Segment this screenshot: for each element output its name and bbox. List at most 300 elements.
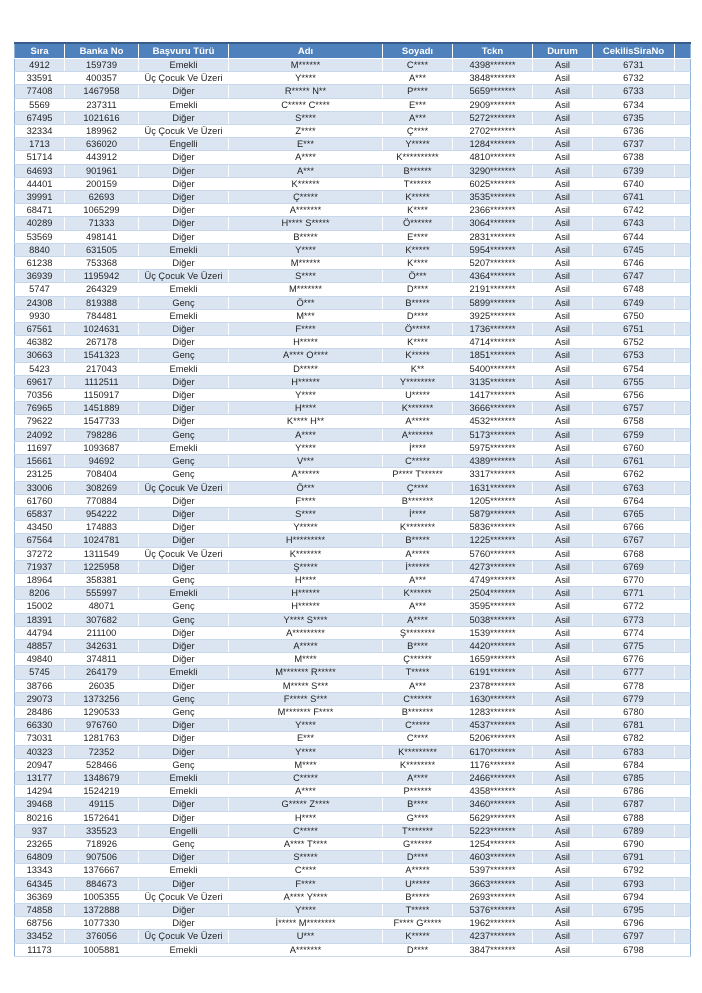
cell-sira: 30663 [15, 349, 65, 362]
cell-banka-no: 498141 [65, 230, 139, 243]
row-end-spacer [675, 547, 691, 560]
cell-adi: F**** [229, 877, 383, 890]
cell-banka-no: 753368 [65, 257, 139, 270]
cell-durum: Asil [533, 890, 593, 903]
cell-durum: Asil [533, 191, 593, 204]
row-end-spacer [675, 125, 691, 138]
cell-durum: Asil [533, 389, 593, 402]
table-row [15, 375, 691, 388]
cell-basvuru-turu: Diğer [139, 230, 229, 243]
cell-durum: Asil [533, 653, 593, 666]
cell-banka-no: 94692 [65, 455, 139, 468]
cell-tckn: 4389******* [453, 455, 533, 468]
cell-adi: F**** [229, 494, 383, 507]
cell-cekilis-sira-no: 6771 [593, 587, 675, 600]
cell-adi: Y***** [229, 521, 383, 534]
cell-soyadi: D**** [383, 851, 453, 864]
cell-durum: Asil [533, 613, 593, 626]
table-row [15, 309, 691, 322]
cell-tckn: 1962******* [453, 917, 533, 930]
cell-banka-no: 1112511 [65, 375, 139, 388]
cell-tckn: 2693******* [453, 890, 533, 903]
cell-basvuru-turu: Emekli [139, 59, 229, 72]
cell-adi: F***** S*** [229, 692, 383, 705]
cell-durum: Asil [533, 204, 593, 217]
row-end-spacer [675, 98, 691, 111]
table-row [15, 930, 691, 943]
table-row [15, 243, 691, 256]
cell-basvuru-turu: Diğer [139, 389, 229, 402]
cell-tckn: 2909******* [453, 98, 533, 111]
cell-adi: K**** H** [229, 415, 383, 428]
table-row [15, 811, 691, 824]
cell-tckn: 1417******* [453, 389, 533, 402]
cell-soyadi: C***** [383, 719, 453, 732]
cell-cekilis-sira-no: 6745 [593, 243, 675, 256]
table-row [15, 481, 691, 494]
cell-basvuru-turu: Diğer [139, 204, 229, 217]
cell-cekilis-sira-no: 6772 [593, 600, 675, 613]
cell-cekilis-sira-no: 6769 [593, 560, 675, 573]
cell-adi: Z**** [229, 125, 383, 138]
cell-basvuru-turu: Diğer [139, 164, 229, 177]
cell-banka-no: 1572641 [65, 811, 139, 824]
cell-adi: C***** C**** [229, 98, 383, 111]
cell-tckn: 4273******* [453, 560, 533, 573]
cell-tckn: 4749******* [453, 573, 533, 586]
cell-tckn: 4810******* [453, 151, 533, 164]
cell-soyadi: A***** [383, 415, 453, 428]
cell-adi: E*** [229, 138, 383, 151]
cell-durum: Asil [533, 600, 593, 613]
cell-durum: Asil [533, 138, 593, 151]
cell-cekilis-sira-no: 6785 [593, 771, 675, 784]
row-end-spacer [675, 151, 691, 164]
cell-banka-no: 1024631 [65, 323, 139, 336]
cell-adi: D***** [229, 362, 383, 375]
cell-durum: Asil [533, 904, 593, 917]
table-row [15, 177, 691, 190]
cell-sira: 51714 [15, 151, 65, 164]
row-end-spacer [675, 639, 691, 652]
cell-basvuru-turu: Üç Çocuk Ve Üzeri [139, 890, 229, 903]
table-row [15, 507, 691, 520]
column-header-soyadi: Soyadı [383, 43, 453, 59]
cell-basvuru-turu: Diğer [139, 877, 229, 890]
cell-sira: 13177 [15, 771, 65, 784]
table-row [15, 824, 691, 837]
cell-sira: 68471 [15, 204, 65, 217]
cell-banka-no: 72352 [65, 745, 139, 758]
table-row [15, 547, 691, 560]
cell-adi: A**** Y**** [229, 890, 383, 903]
cell-cekilis-sira-no: 6776 [593, 653, 675, 666]
cell-basvuru-turu: Üç Çocuk Ve Üzeri [139, 481, 229, 494]
cell-cekilis-sira-no: 6786 [593, 785, 675, 798]
cell-cekilis-sira-no: 6782 [593, 732, 675, 745]
table-body [15, 59, 691, 957]
row-end-spacer [675, 375, 691, 388]
cell-tckn: 2702******* [453, 125, 533, 138]
cell-durum: Asil [533, 547, 593, 560]
cell-basvuru-turu: Diğer [139, 719, 229, 732]
row-end-spacer [675, 798, 691, 811]
table-row [15, 257, 691, 270]
cell-banka-no: 335523 [65, 824, 139, 837]
table-row [15, 138, 691, 151]
cell-durum: Asil [533, 719, 593, 732]
cell-adi: A******* [229, 204, 383, 217]
table-row [15, 362, 691, 375]
cell-banka-no: 884673 [65, 877, 139, 890]
table-row [15, 204, 691, 217]
cell-banka-no: 1541323 [65, 349, 139, 362]
cell-soyadi: Y***** [383, 138, 453, 151]
cell-tckn: 1284******* [453, 138, 533, 151]
table-row [15, 653, 691, 666]
row-end-spacer [675, 72, 691, 85]
cell-soyadi: K**** [383, 336, 453, 349]
table-row [15, 336, 691, 349]
cell-banka-no: 1451889 [65, 402, 139, 415]
table-row [15, 191, 691, 204]
cell-basvuru-turu: Diğer [139, 851, 229, 864]
cell-sira: 24092 [15, 428, 65, 441]
cell-soyadi: A******* [383, 428, 453, 441]
cell-sira: 68756 [15, 917, 65, 930]
cell-basvuru-turu: Diğer [139, 904, 229, 917]
cell-tckn: 3064******* [453, 217, 533, 230]
cell-tckn: 1205******* [453, 494, 533, 507]
row-end-spacer [675, 481, 691, 494]
row-end-spacer [675, 349, 691, 362]
cell-adi: A**** T**** [229, 837, 383, 850]
cell-tckn: 5206******* [453, 732, 533, 745]
cell-durum: Asil [533, 692, 593, 705]
cell-sira: 13343 [15, 864, 65, 877]
cell-banka-no: 1005355 [65, 890, 139, 903]
cell-cekilis-sira-no: 6746 [593, 257, 675, 270]
cell-soyadi: U***** [383, 389, 453, 402]
table-row [15, 943, 691, 956]
cell-durum: Asil [533, 177, 593, 190]
table-row [15, 151, 691, 164]
cell-sira: 66330 [15, 719, 65, 732]
cell-cekilis-sira-no: 6749 [593, 296, 675, 309]
cell-basvuru-turu: Diğer [139, 415, 229, 428]
row-end-spacer [675, 917, 691, 930]
cell-adi: A********* [229, 626, 383, 639]
cell-cekilis-sira-no: 6734 [593, 98, 675, 111]
cell-banka-no: 555997 [65, 587, 139, 600]
cell-tckn: 4237******* [453, 930, 533, 943]
cell-durum: Asil [533, 243, 593, 256]
cell-basvuru-turu: Engelli [139, 824, 229, 837]
cell-sira: 61238 [15, 257, 65, 270]
cell-cekilis-sira-no: 6791 [593, 851, 675, 864]
cell-banka-no: 374811 [65, 653, 139, 666]
cell-cekilis-sira-no: 6788 [593, 811, 675, 824]
cell-sira: 79622 [15, 415, 65, 428]
row-end-spacer [675, 59, 691, 72]
table-row [15, 85, 691, 98]
cell-durum: Asil [533, 626, 593, 639]
cell-soyadi: C**** [383, 59, 453, 72]
cell-basvuru-turu: Üç Çocuk Ve Üzeri [139, 72, 229, 85]
cell-tckn: 3666******* [453, 402, 533, 415]
cell-tckn: 4714******* [453, 336, 533, 349]
table-row [15, 521, 691, 534]
cell-basvuru-turu: Diğer [139, 798, 229, 811]
cell-basvuru-turu: Diğer [139, 494, 229, 507]
cell-banka-no: 1150917 [65, 389, 139, 402]
cell-adi: A***** [229, 639, 383, 652]
cell-sira: 37272 [15, 547, 65, 560]
cell-tckn: 6170******* [453, 745, 533, 758]
table-row [15, 639, 691, 652]
row-end-spacer [675, 494, 691, 507]
cell-banka-no: 200159 [65, 177, 139, 190]
cell-sira: 33591 [15, 72, 65, 85]
cell-sira: 65837 [15, 507, 65, 520]
cell-tckn: 1630******* [453, 692, 533, 705]
cell-durum: Asil [533, 151, 593, 164]
cell-sira: 40289 [15, 217, 65, 230]
cell-sira: 23125 [15, 468, 65, 481]
cell-sira: 4912 [15, 59, 65, 72]
cell-durum: Asil [533, 771, 593, 784]
cell-tckn: 3847******* [453, 943, 533, 956]
row-end-spacer [675, 719, 691, 732]
cell-sira: 5747 [15, 283, 65, 296]
cell-durum: Asil [533, 283, 593, 296]
cell-cekilis-sira-no: 6766 [593, 521, 675, 534]
cell-adi: B***** [229, 230, 383, 243]
cell-durum: Asil [533, 837, 593, 850]
cell-sira: 40323 [15, 745, 65, 758]
cell-basvuru-turu: Genç [139, 692, 229, 705]
cell-sira: 23265 [15, 837, 65, 850]
cell-cekilis-sira-no: 6752 [593, 336, 675, 349]
cell-sira: 8206 [15, 587, 65, 600]
cell-basvuru-turu: Diğer [139, 111, 229, 124]
cell-cekilis-sira-no: 6742 [593, 204, 675, 217]
cell-cekilis-sira-no: 6747 [593, 270, 675, 283]
cell-durum: Asil [533, 125, 593, 138]
cell-durum: Asil [533, 230, 593, 243]
cell-tckn: 5954******* [453, 243, 533, 256]
cell-banka-no: 1372888 [65, 904, 139, 917]
cell-banka-no: 267178 [65, 336, 139, 349]
cell-soyadi: U***** [383, 877, 453, 890]
cell-banka-no: 174883 [65, 521, 139, 534]
cell-tckn: 4537******* [453, 719, 533, 732]
cell-durum: Asil [533, 666, 593, 679]
table-row [15, 283, 691, 296]
cell-durum: Asil [533, 798, 593, 811]
cell-tckn: 5397******* [453, 864, 533, 877]
cell-cekilis-sira-no: 6741 [593, 191, 675, 204]
row-end-spacer [675, 389, 691, 402]
cell-banka-no: 1311549 [65, 547, 139, 560]
cell-adi: R***** N** [229, 85, 383, 98]
table-row [15, 917, 691, 930]
row-end-spacer [675, 441, 691, 454]
cell-basvuru-turu: Emekli [139, 587, 229, 600]
cell-basvuru-turu: Diğer [139, 639, 229, 652]
row-end-spacer [675, 824, 691, 837]
row-end-spacer [675, 217, 691, 230]
cell-adi: M***** S*** [229, 679, 383, 692]
cell-durum: Asil [533, 705, 593, 718]
cell-soyadi: A*** [383, 679, 453, 692]
cell-sira: 937 [15, 824, 65, 837]
cell-cekilis-sira-no: 6796 [593, 917, 675, 930]
cell-banka-no: 907506 [65, 851, 139, 864]
row-end-spacer [675, 468, 691, 481]
cell-durum: Asil [533, 824, 593, 837]
cell-cekilis-sira-no: 6738 [593, 151, 675, 164]
cell-cekilis-sira-no: 6748 [593, 283, 675, 296]
cell-adi: U*** [229, 930, 383, 943]
cell-adi: S**** [229, 111, 383, 124]
cell-tckn: 3290******* [453, 164, 533, 177]
row-end-spacer [675, 309, 691, 322]
row-end-spacer [675, 534, 691, 547]
cell-basvuru-turu: Genç [139, 613, 229, 626]
table-row [15, 428, 691, 441]
cell-basvuru-turu: Genç [139, 428, 229, 441]
table-row [15, 560, 691, 573]
cell-banka-no: 1281763 [65, 732, 139, 745]
cell-durum: Asil [533, 336, 593, 349]
cell-tckn: 5400******* [453, 362, 533, 375]
cell-sira: 5745 [15, 666, 65, 679]
cell-durum: Asil [533, 917, 593, 930]
cell-tckn: 1736******* [453, 323, 533, 336]
cell-soyadi: P**** T****** [383, 468, 453, 481]
cell-sira: 1713 [15, 138, 65, 151]
cell-soyadi: P**** [383, 85, 453, 98]
cell-durum: Asil [533, 851, 593, 864]
cell-durum: Asil [533, 428, 593, 441]
cell-soyadi: A**** [383, 613, 453, 626]
cell-banka-no: 1195942 [65, 270, 139, 283]
cell-banka-no: 26035 [65, 679, 139, 692]
cell-banka-no: 49115 [65, 798, 139, 811]
row-end-spacer [675, 890, 691, 903]
cell-basvuru-turu: Genç [139, 705, 229, 718]
cell-sira: 49840 [15, 653, 65, 666]
cell-adi: M******* R***** [229, 666, 383, 679]
cell-sira: 5569 [15, 98, 65, 111]
cell-soyadi: B***** [383, 534, 453, 547]
cell-durum: Asil [533, 877, 593, 890]
row-end-spacer [675, 877, 691, 890]
cell-soyadi: Ö***** [383, 323, 453, 336]
cell-soyadi: B***** [383, 296, 453, 309]
cell-sira: 18964 [15, 573, 65, 586]
cell-basvuru-turu: Diğer [139, 375, 229, 388]
cell-adi: M*** [229, 309, 383, 322]
cell-durum: Asil [533, 455, 593, 468]
cell-durum: Asil [533, 217, 593, 230]
cell-soyadi: K***** [383, 191, 453, 204]
cell-adi: Y**** [229, 243, 383, 256]
row-end-spacer [675, 191, 691, 204]
cell-durum: Asil [533, 164, 593, 177]
cell-durum: Asil [533, 587, 593, 600]
cell-cekilis-sira-no: 6768 [593, 547, 675, 560]
row-end-spacer [675, 692, 691, 705]
column-header-tckn: Tckn [453, 43, 533, 59]
cell-durum: Asil [533, 309, 593, 322]
cell-adi: M****** [229, 257, 383, 270]
cell-soyadi: B**** [383, 639, 453, 652]
table-row [15, 626, 691, 639]
row-end-spacer [675, 257, 691, 270]
cell-banka-no: 237311 [65, 98, 139, 111]
cell-adi: A**** [229, 428, 383, 441]
cell-tckn: 2366******* [453, 204, 533, 217]
cell-tckn: 5207******* [453, 257, 533, 270]
cell-soyadi: E**** [383, 230, 453, 243]
cell-sira: 32334 [15, 125, 65, 138]
cell-basvuru-turu: Diğer [139, 336, 229, 349]
row-end-spacer [675, 705, 691, 718]
cell-tckn: 4532******* [453, 415, 533, 428]
row-end-spacer [675, 362, 691, 375]
cell-durum: Asil [533, 507, 593, 520]
cell-adi: H********* [229, 534, 383, 547]
table-row [15, 111, 691, 124]
table-row [15, 758, 691, 771]
table-row [15, 389, 691, 402]
cell-tckn: 6191******* [453, 666, 533, 679]
cell-durum: Asil [533, 59, 593, 72]
cell-banka-no: 342631 [65, 639, 139, 652]
row-end-spacer [675, 85, 691, 98]
cell-adi: K****** [229, 177, 383, 190]
cell-adi: Ç***** [229, 191, 383, 204]
cell-tckn: 1539******* [453, 626, 533, 639]
cell-tckn: 2504******* [453, 587, 533, 600]
cell-sira: 67564 [15, 534, 65, 547]
cell-soyadi: B******* [383, 705, 453, 718]
column-header-adi: Adı [229, 43, 383, 59]
cell-adi: Y**** [229, 441, 383, 454]
cell-basvuru-turu: Genç [139, 296, 229, 309]
cell-adi: S***** [229, 851, 383, 864]
cell-adi: A****** [229, 468, 383, 481]
cell-soyadi: B**** [383, 798, 453, 811]
cell-banka-no: 264179 [65, 666, 139, 679]
row-end-spacer [675, 732, 691, 745]
table-row [15, 587, 691, 600]
cell-basvuru-turu: Emekli [139, 309, 229, 322]
cell-cekilis-sira-no: 6795 [593, 904, 675, 917]
cell-banka-no: 217043 [65, 362, 139, 375]
cell-adi: Y**** [229, 719, 383, 732]
table-row [15, 296, 691, 309]
cell-adi: Y**** [229, 389, 383, 402]
row-end-spacer [675, 230, 691, 243]
cell-sira: 15661 [15, 455, 65, 468]
cell-soyadi: T******* [383, 824, 453, 837]
row-end-spacer [675, 111, 691, 124]
cell-adi: C**** [229, 864, 383, 877]
cell-basvuru-turu: Üç Çocuk Ve Üzeri [139, 125, 229, 138]
